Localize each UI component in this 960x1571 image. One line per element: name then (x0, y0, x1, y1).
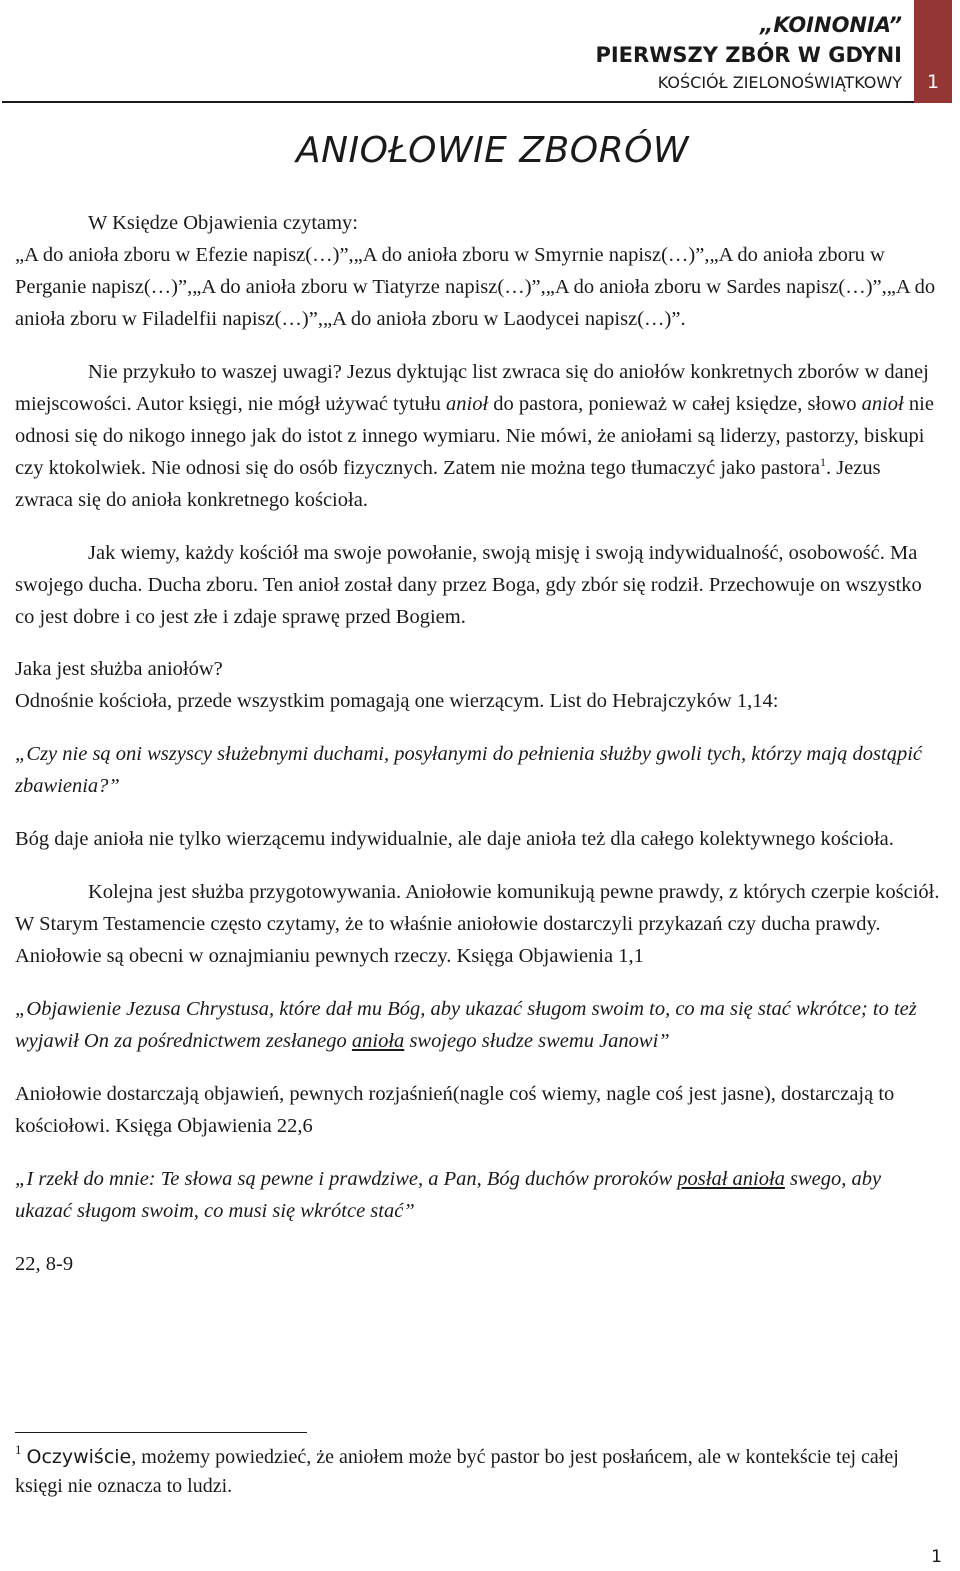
footnote-lead-word: Oczywiście (26, 1446, 132, 1468)
emphasis-aniol-1: anioł (446, 393, 489, 415)
footnote-text: , możemy powiedzieć, że aniołem może być pastor bo jest posłańcem, ale w kontekście tej całej księgi nie oznacza to ludzi. (15, 1446, 899, 1497)
underlined-poslal-aniola: posłał anioła (677, 1168, 785, 1190)
header-rule (2, 101, 914, 103)
paragraph-question: Jaka jest służba aniołów? (15, 658, 223, 680)
quote-revelation-1-1 (15, 993, 940, 1057)
text-span: swojego słudze swemu Janowi” (404, 1030, 670, 1052)
page-number-bottom: 1 (931, 1547, 942, 1567)
footnote (15, 1443, 940, 1501)
paragraph-preparation: Kolejna jest służba przygotowywania. Aniołowie komunikują pewne prawdy, z których czerpie kościół. W Starym Testamencie często czytamy, że to właśnie aniołowie dostarczyli przykazań czy ducha prawdy. Aniołowie są obecni w oznajmianiu pewnych rzeczy. Księga Objawienia 1,1 (15, 881, 940, 967)
text-span: „Objawienie Jezusa Chrystusa, które dał mu Bóg, aby ukazać sługom swoim to, co ma się stać wkrótce; to też wyjawił On za pośrednictwem zesłanego (15, 998, 917, 1052)
quote-revelation-22-6 (15, 1163, 940, 1227)
paragraph-church-calling: Jak wiemy, każdy kościół ma swoje powołanie, swoją misję i swoją indywidualność, osobowość. Ma swojego ducha. Ducha zboru. Ten anioł został dany przez Boga, gdy zbór się rodził. Przechowuje on wszystko co jest dobre i co jest złe i zdaje sprawę przed Bogiem. (15, 542, 922, 628)
header-church-name: PIERWSZY ZBÓR W GDYNI (595, 43, 902, 67)
paragraph-letters-list: „A do anioła zboru w Efezie napisz(…)”,„A do anioła zboru w Smyrnie napisz(…)”,„A do anioła zboru w Perganie napisz(…)”,„A do anioła zboru w Tiatyrze napisz(…)”,„A do anioła zboru w Sardes napisz(…)”,„A do anioła zboru w Filadelfii napisz(…)”,„A do anioła zboru w Laodycei napisz(…)”. (15, 244, 936, 330)
text-span: do pastora, ponieważ w całej księdze, słowo (488, 393, 862, 415)
footnote-reference[interactable]: 1 (819, 455, 826, 469)
text-span: „I rzekł do mnie: Te słowa są pewne i prawdziwe, a Pan, Bóg duchów proroków (15, 1168, 678, 1190)
text-span: . Jezus zwraca się do anioła konkretnego kościoła. (15, 457, 881, 511)
header-page-number-box (914, 0, 952, 103)
quote-hebrews: „Czy nie są oni wszyscy służebnymi duchami, posyłanymi do pełnienia służby gwoli tych, którzy mają dostąpić zbawienia?” (15, 743, 923, 797)
paragraph-intro-line: W Księdze Objawienia czytamy: (88, 212, 359, 234)
header-page-number: 1 (926, 71, 940, 93)
document-body (15, 207, 940, 1280)
page-header (0, 0, 960, 103)
underlined-aniola: anioła (351, 1030, 405, 1052)
text-span: Nie przykuło to waszej uwagi? Jezus dyktując list zwraca się do aniołów konkretnych zborów w danej miejscowości. Autor księgi, nie mógł używać tytułu (15, 361, 929, 415)
footnote-separator (15, 1432, 307, 1433)
header-text-block (595, 10, 902, 96)
emphasis-aniol-2: anioł (861, 393, 904, 415)
paragraph-revelations: Aniołowie dostarczają objawień, pewnych rozjaśnień(nagle coś wiemy, nagle coś jest jasne), dostarczają to kościołowi. Księga Objawienia 22,6 (15, 1083, 895, 1137)
page-title: ANIOŁOWIE ZBORÓW (296, 130, 690, 171)
paragraph-angel-meaning (15, 356, 940, 516)
header-denomination: KOŚCIÓŁ ZIELONOŚWIĄTKOWY (657, 73, 902, 92)
text-span: swego, aby ukazać sługom swoim, co musi się wkrótce stać” (15, 1168, 882, 1222)
footnote-marker: 1 (15, 1442, 22, 1457)
paragraph-collective-angel: Bóg daje anioła nie tylko wierzącemu indywidualnie, ale daje anioła też dla całego kolektywnego kościoła. (15, 828, 894, 850)
header-koinonia: „KOINONIA” (759, 13, 902, 37)
paragraph-reference: 22, 8-9 (15, 1253, 74, 1275)
text-span: nie odnosi się do nikogo innego jak do istot z innego wymiaru. Nie mówi, że aniołami są liderzy, pastorzy, biskupi czy ktokolwiek. Nie odnosi się do osób fizycznych. Zatem nie można tego tłumaczyć jako pastora (15, 393, 934, 479)
paragraph-hebrews-intro: Odnośnie kościoła, przede wszystkim pomagają one wierzącym. List do Hebrajczyków 1,14: (15, 690, 779, 712)
